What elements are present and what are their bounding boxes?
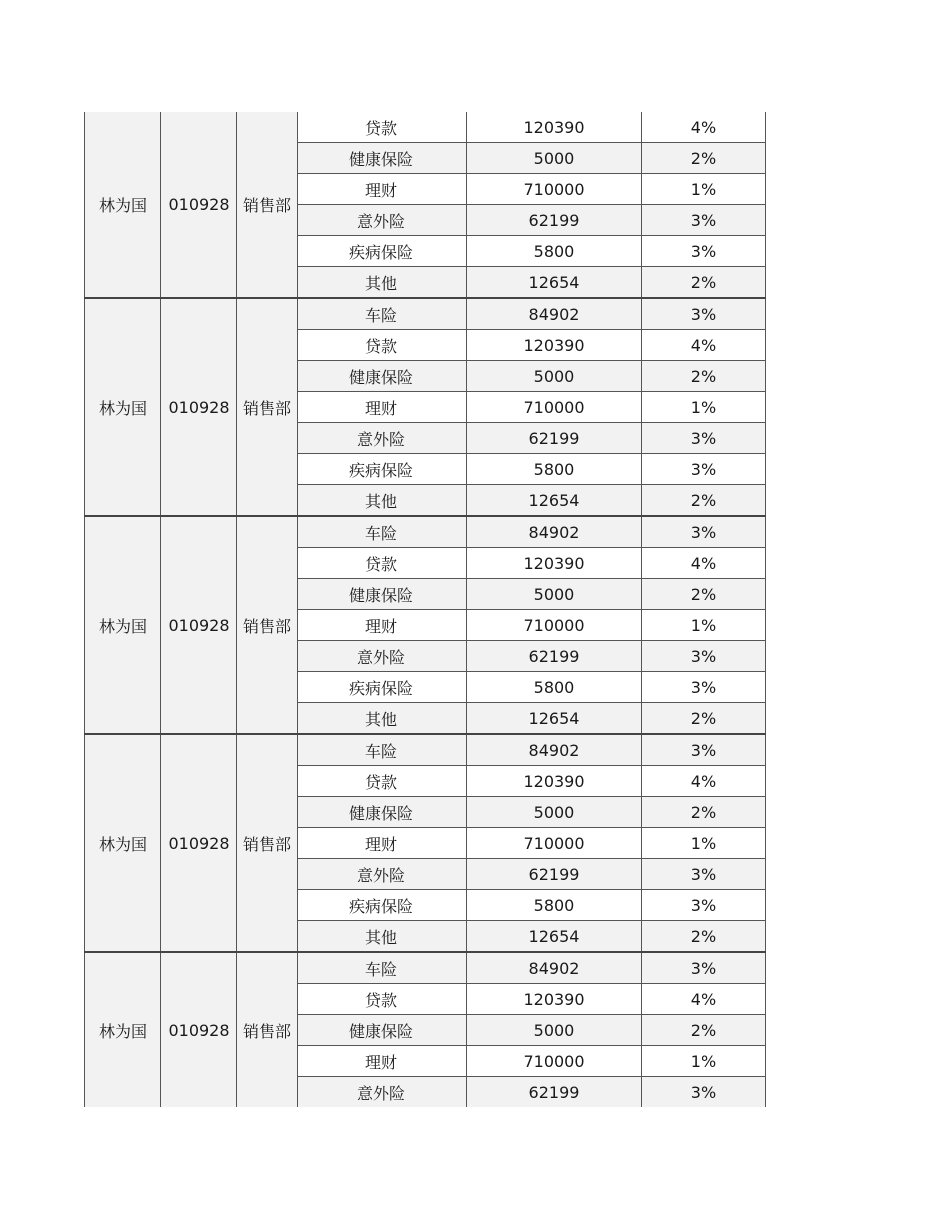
rate-cell[interactable]: 3% xyxy=(642,205,766,235)
rate-cell[interactable]: 2% xyxy=(642,579,766,609)
item-cell[interactable]: 其他 xyxy=(296,485,467,515)
table-row xyxy=(296,672,766,703)
table-row xyxy=(296,143,766,174)
rate-cell[interactable]: 2% xyxy=(642,361,766,391)
spreadsheet-table xyxy=(84,112,766,1107)
table-row xyxy=(296,641,766,672)
rate-cell[interactable]: 3% xyxy=(642,454,766,484)
rate-cell[interactable]: 2% xyxy=(642,1015,766,1045)
rate-cell[interactable]: 4% xyxy=(642,548,766,578)
amount-cell[interactable]: 84902 xyxy=(467,299,642,329)
amount-cell[interactable]: 84902 xyxy=(467,953,642,983)
item-cell[interactable]: 健康保险 xyxy=(296,579,467,609)
rate-cell[interactable]: 1% xyxy=(642,392,766,422)
department-cell[interactable]: 销售部 xyxy=(236,517,298,733)
item-cell[interactable]: 其他 xyxy=(296,703,467,733)
item-rows xyxy=(296,299,766,515)
table-row xyxy=(296,828,766,859)
item-cell[interactable]: 意外险 xyxy=(296,205,467,235)
employee-id-cell[interactable]: 010928 xyxy=(160,517,237,733)
table-row xyxy=(296,1046,766,1077)
table-row xyxy=(296,236,766,267)
item-cell[interactable]: 疾病保险 xyxy=(296,236,467,266)
name-cell[interactable]: 林为国 xyxy=(84,517,161,733)
rate-cell[interactable]: 2% xyxy=(642,703,766,733)
rate-cell[interactable]: 4% xyxy=(642,766,766,796)
amount-cell[interactable]: 12654 xyxy=(467,703,642,733)
amount-cell[interactable]: 120390 xyxy=(467,112,642,142)
item-rows xyxy=(296,953,766,1107)
name-cell[interactable]: 林为国 xyxy=(84,735,161,951)
employee-id-cell[interactable]: 010928 xyxy=(160,735,237,951)
rate-cell[interactable]: 3% xyxy=(642,859,766,889)
amount-cell[interactable]: 62199 xyxy=(467,1077,642,1107)
record-group xyxy=(84,299,766,517)
record-group xyxy=(84,735,766,953)
table-row xyxy=(296,953,766,984)
department-cell[interactable]: 销售部 xyxy=(236,112,298,297)
amount-cell[interactable]: 710000 xyxy=(467,610,642,640)
rate-cell[interactable]: 1% xyxy=(642,1046,766,1076)
amount-cell[interactable]: 120390 xyxy=(467,766,642,796)
rate-cell[interactable]: 2% xyxy=(642,485,766,515)
table-row xyxy=(296,299,766,330)
amount-cell[interactable]: 5000 xyxy=(467,797,642,827)
item-cell[interactable]: 理财 xyxy=(296,174,467,204)
amount-cell[interactable]: 84902 xyxy=(467,735,642,765)
table-row xyxy=(296,703,766,733)
item-cell[interactable]: 健康保险 xyxy=(296,143,467,173)
rate-cell[interactable]: 3% xyxy=(642,641,766,671)
rate-cell[interactable]: 3% xyxy=(642,423,766,453)
item-cell[interactable]: 理财 xyxy=(296,1046,467,1076)
name-cell[interactable]: 林为国 xyxy=(84,953,161,1107)
amount-cell[interactable]: 5800 xyxy=(467,236,642,266)
item-cell[interactable]: 其他 xyxy=(296,921,467,951)
item-cell[interactable]: 健康保险 xyxy=(296,1015,467,1045)
amount-cell[interactable]: 62199 xyxy=(467,641,642,671)
amount-cell[interactable]: 5000 xyxy=(467,579,642,609)
item-cell[interactable]: 贷款 xyxy=(296,548,467,578)
amount-cell[interactable]: 84902 xyxy=(467,517,642,547)
record-group xyxy=(84,112,766,299)
amount-cell[interactable]: 5000 xyxy=(467,143,642,173)
table-row xyxy=(296,984,766,1015)
item-cell[interactable]: 健康保险 xyxy=(296,361,467,391)
item-rows xyxy=(296,735,766,951)
amount-cell[interactable]: 12654 xyxy=(467,267,642,297)
table-row xyxy=(296,361,766,392)
item-cell[interactable]: 车险 xyxy=(296,735,467,765)
employee-id-cell[interactable]: 010928 xyxy=(160,299,237,515)
table-row xyxy=(296,766,766,797)
table-row xyxy=(296,579,766,610)
rate-cell[interactable]: 1% xyxy=(642,610,766,640)
employee-id-cell[interactable]: 010928 xyxy=(160,953,237,1107)
rate-cell[interactable]: 3% xyxy=(642,672,766,702)
rate-cell[interactable]: 2% xyxy=(642,143,766,173)
rate-cell[interactable]: 3% xyxy=(642,299,766,329)
amount-cell[interactable]: 12654 xyxy=(467,921,642,951)
rate-cell[interactable]: 4% xyxy=(642,984,766,1014)
table-row xyxy=(296,392,766,423)
item-cell[interactable]: 车险 xyxy=(296,299,467,329)
rate-cell[interactable]: 3% xyxy=(642,953,766,983)
rate-cell[interactable]: 3% xyxy=(642,1077,766,1107)
item-cell[interactable]: 意外险 xyxy=(296,641,467,671)
department-cell[interactable]: 销售部 xyxy=(236,299,298,515)
table-row xyxy=(296,890,766,921)
table-row xyxy=(296,330,766,361)
rate-cell[interactable]: 3% xyxy=(642,890,766,920)
amount-cell[interactable]: 5000 xyxy=(467,1015,642,1045)
rate-cell[interactable]: 4% xyxy=(642,112,766,142)
item-cell[interactable]: 贷款 xyxy=(296,330,467,360)
item-cell[interactable]: 疾病保险 xyxy=(296,890,467,920)
amount-cell[interactable]: 710000 xyxy=(467,174,642,204)
table-row xyxy=(296,921,766,951)
table-row xyxy=(296,1077,766,1107)
table-row xyxy=(296,859,766,890)
item-cell[interactable]: 其他 xyxy=(296,267,467,297)
item-cell[interactable]: 贷款 xyxy=(296,766,467,796)
amount-cell[interactable]: 120390 xyxy=(467,984,642,1014)
table-row xyxy=(296,797,766,828)
rate-cell[interactable]: 1% xyxy=(642,174,766,204)
table-row xyxy=(296,610,766,641)
table-row xyxy=(296,485,766,515)
item-cell[interactable]: 理财 xyxy=(296,392,467,422)
amount-cell[interactable]: 120390 xyxy=(467,330,642,360)
amount-cell[interactable]: 62199 xyxy=(467,859,642,889)
item-cell[interactable]: 理财 xyxy=(296,610,467,640)
amount-cell[interactable]: 710000 xyxy=(467,392,642,422)
rate-cell[interactable]: 2% xyxy=(642,921,766,951)
amount-cell[interactable]: 5000 xyxy=(467,361,642,391)
table-row xyxy=(296,112,766,143)
rate-cell[interactable]: 4% xyxy=(642,330,766,360)
table-row xyxy=(296,548,766,579)
rate-cell[interactable]: 3% xyxy=(642,236,766,266)
item-cell[interactable]: 理财 xyxy=(296,828,467,858)
item-cell[interactable]: 健康保险 xyxy=(296,797,467,827)
table-row xyxy=(296,517,766,548)
amount-cell[interactable]: 12654 xyxy=(467,485,642,515)
department-cell[interactable]: 销售部 xyxy=(236,953,298,1107)
item-cell[interactable]: 车险 xyxy=(296,517,467,547)
amount-cell[interactable]: 120390 xyxy=(467,548,642,578)
item-cell[interactable]: 疾病保险 xyxy=(296,454,467,484)
table-row xyxy=(296,423,766,454)
rate-cell[interactable]: 1% xyxy=(642,828,766,858)
item-cell[interactable]: 贷款 xyxy=(296,984,467,1014)
department-cell[interactable]: 销售部 xyxy=(236,735,298,951)
table-row xyxy=(296,174,766,205)
amount-cell[interactable]: 710000 xyxy=(467,828,642,858)
item-cell[interactable]: 车险 xyxy=(296,953,467,983)
table-row xyxy=(296,454,766,485)
table-row xyxy=(296,1015,766,1046)
name-cell[interactable]: 林为国 xyxy=(84,112,161,297)
rate-cell[interactable]: 3% xyxy=(642,735,766,765)
rate-cell[interactable]: 2% xyxy=(642,797,766,827)
amount-cell[interactable]: 5800 xyxy=(467,672,642,702)
amount-cell[interactable]: 710000 xyxy=(467,1046,642,1076)
amount-cell[interactable]: 5800 xyxy=(467,454,642,484)
record-group xyxy=(84,517,766,735)
item-cell[interactable]: 意外险 xyxy=(296,423,467,453)
item-cell[interactable]: 意外险 xyxy=(296,1077,467,1107)
rate-cell[interactable]: 2% xyxy=(642,267,766,297)
amount-cell[interactable]: 62199 xyxy=(467,205,642,235)
record-group xyxy=(84,953,766,1107)
amount-cell[interactable]: 62199 xyxy=(467,423,642,453)
amount-cell[interactable]: 5800 xyxy=(467,890,642,920)
rate-cell[interactable]: 3% xyxy=(642,517,766,547)
name-cell[interactable]: 林为国 xyxy=(84,299,161,515)
item-cell[interactable]: 疾病保险 xyxy=(296,672,467,702)
item-rows xyxy=(296,517,766,733)
item-cell[interactable]: 意外险 xyxy=(296,859,467,889)
employee-id-cell[interactable]: 010928 xyxy=(160,112,237,297)
table-row xyxy=(296,267,766,297)
table-row xyxy=(296,735,766,766)
item-rows xyxy=(296,112,766,297)
table-row xyxy=(296,205,766,236)
item-cell[interactable]: 贷款 xyxy=(296,112,467,142)
